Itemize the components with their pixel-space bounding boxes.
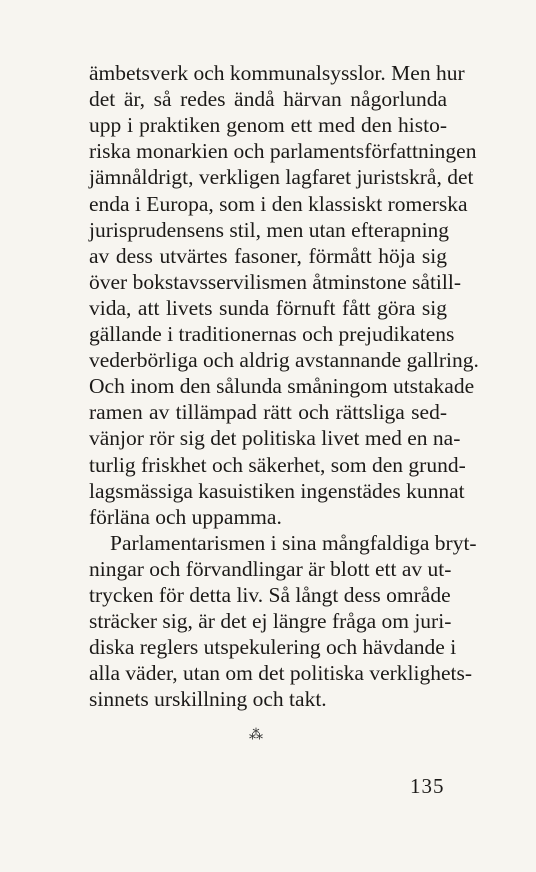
text-line: vederbörliga och aldrig avstannande gallring.: [89, 348, 479, 373]
text-line: Parlamentarismen i sina mångfaldiga bryt-: [110, 530, 477, 555]
text-line: enda i Europa, som i den klassiskt romerska: [89, 191, 468, 216]
text-line: förläna och uppamma.: [89, 504, 282, 529]
text-line: lagsmässiga kasuistiken ingenstädes kunnat: [89, 478, 465, 503]
text-line: jämnåldrigt, verkligen lagfaret juristskrå, det: [89, 165, 474, 190]
text-line: gällande i traditionernas och prejudikatens: [89, 322, 455, 346]
text-line: vänjor rör sig det politiska livet med en na-: [89, 426, 461, 451]
text-line: sinnets urskillning och takt.: [89, 687, 327, 712]
text-line: ämbetsverk och kommunalsysslor. Men hur: [89, 61, 465, 85]
section-ornament: ⁂: [249, 728, 263, 743]
page-number: 135: [410, 774, 445, 798]
text-line: sträcker sig, är det ej längre fråga om juri-: [89, 609, 452, 634]
text-line: jurisprudensens stil, men utan efterapning: [89, 217, 450, 242]
text-line: ningar och förvandlingar är blott ett av ut-: [89, 556, 452, 581]
text-line: vida, att livets sunda förnuft fått göra sig: [89, 295, 447, 320]
text-line: turlig friskhet och säkerhet, som den grund-: [89, 452, 466, 477]
text-line: trycken för detta liv. Så långt dess område: [89, 583, 451, 607]
text-line: ramen av tillämpad rätt och rättsliga sed-: [89, 400, 447, 425]
text-line: över bokstavsservilismen åtminstone såtill-: [89, 269, 462, 294]
text-line: riska monarkien och parlamentsförfattningen: [89, 139, 477, 164]
text-line: upp i praktiken genom ett med den histo-: [89, 113, 447, 138]
text-line: av dess utvärtes fasoner, förmått höja sig: [89, 243, 447, 268]
text-line: alla väder, utan om det politiska verklighets-: [89, 661, 473, 686]
text-line: Och inom den sålunda småningom utstakade: [89, 374, 475, 399]
text-line: diska reglers utspekulering och hävdande i: [89, 635, 457, 660]
text-line: det är, så redes ändå härvan någorlunda: [89, 87, 447, 112]
